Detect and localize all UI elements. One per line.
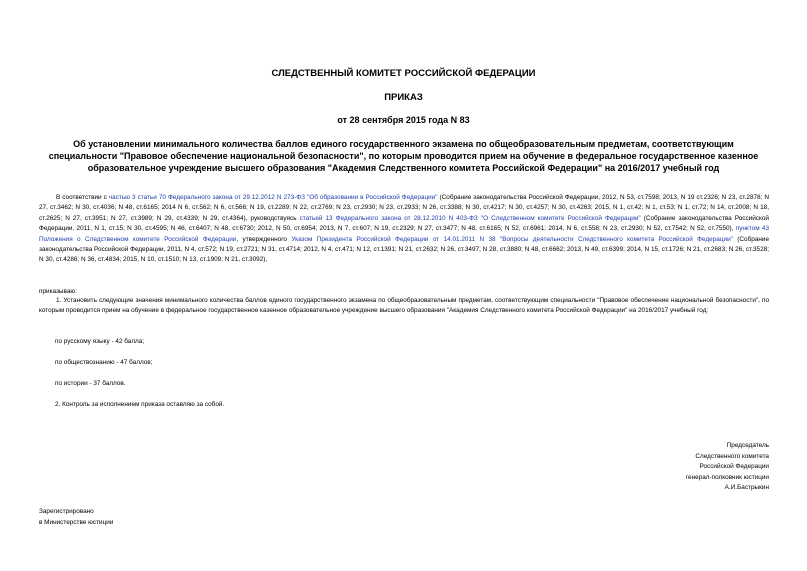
order-point-2: 2. Контроль за исполнением приказа оставляю за собой. bbox=[55, 401, 225, 408]
organization-heading: СЛЕДСТВЕННЫЙ КОМИТЕТ РОССИЙСКОЙ ФЕДЕРАЦИИ bbox=[271, 68, 536, 79]
order-point-1: 1. Установить следующие значения минимального количества баллов единого государственного экзамена по общеобразовательным предметам, соответствующим специальности "Правовое обеспечение национальной безопасности", по которым проводится прием на обучение в федеральное государственное казенное образовательное учреждение высшего образования "Академия Следственного комитета Российской Федерации" на 2016/2017 учебный год: bbox=[39, 297, 769, 315]
preamble-text-2: (Собрание законодательства Российской Федерации, 2012, N 53, ст.7598; 2013, N 19 ст.2326; N 23, ст.2878; N 27, ст.3462; N 30, ст.4036; N 48, ст.6165; 2014 N 6, ст.562; N 6, ст.566; N 19, ст.2289; N 22, ст.2769; N 23, ст.2930; N 23, ст.2933; N 26, ст.3388; N 30, ст.4217; N 30, ст.4257; N 30, ст.4263; 2015, N 1, ст.42; N 1, ст.53; N 1, ст.72; N 14, ст.2008; N 18, ст.2625; N 27, ст.3951; N 27, ст.3989; N 29, ст.4339; N 29, ст.4364), руководствуясь bbox=[39, 194, 770, 222]
preamble-text-3: (Собрание законодательства Российской Федерации, 2011, N 1, ст.15; N 30, ст.4595; N 46, ст.6407; N 48, ст.6730; 2012, N 50, ст.6954; 2013, N 7, ст.607; N 19, ст.2329; N 27, ст.3477; N 48, ст.6165; N 52, ст.6961; 2014, N 6, ст.558; N 23, ст.2930; N 52, ст.7542; N 52, ст.7550), bbox=[39, 214, 769, 233]
law-273-link[interactable]: частью 3 статьи 70 Федерального закона от 29.12.2012 N 273-ФЗ "Об образовании в Российской Федерации" bbox=[108, 194, 438, 201]
registration-note bbox=[39, 507, 113, 528]
signature-line: Российской Федерации bbox=[699, 463, 769, 470]
signature-block bbox=[686, 441, 769, 494]
preamble-text-4: , утвержденного bbox=[236, 235, 292, 243]
document-type-heading: ПРИКАЗ bbox=[384, 92, 423, 103]
preamble-paragraph bbox=[39, 193, 769, 266]
order-word: приказываю: bbox=[39, 288, 77, 295]
subject-social-studies: по обществознанию - 47 баллов; bbox=[55, 359, 153, 366]
document-title: Об установлении минимального количества баллов единого государственного экзамена по общеобразовательным предметам, соответствующим специальности "Правовое обеспечение национальной безопасности", по которым проводится прием на обучение в федеральное государственное казенное образовательное учреждение высшего образования "Академия Следственного комитета Российской Федерации" на 2016/2017 учебный год bbox=[48, 139, 759, 173]
subject-russian: по русскому языку - 42 балла; bbox=[55, 338, 145, 345]
signature-line: генерал-полковник юстиции bbox=[685, 473, 769, 481]
signature-line: Председатель bbox=[726, 442, 769, 449]
registration-line: Зарегистрировано bbox=[39, 508, 94, 515]
law-403-link[interactable]: статьей 13 Федерального закона от 28.12.2010 N 403-ФЗ "О Следственном комитете Российской Федерации" bbox=[299, 214, 641, 222]
preamble-text-1: В соответствии с bbox=[56, 194, 109, 201]
subject-history: по истории - 37 баллов. bbox=[55, 380, 126, 387]
document-date-number: от 28 сентября 2015 года N 83 bbox=[337, 115, 470, 125]
regulation-point-43-link[interactable]: пунктом 43 Положения о Следственном комитете Российской Федерации bbox=[39, 225, 769, 243]
preamble-text-5: (Собрание законодательства Российской Федерации, 2011, N 4, ст.572; N 19, ст.2721; N 31, ст.4714; 2012, N 4, ст.471; N 12, ст.1391; N 21, ст.2632; N 26, ст.3497; N 28, ст.3880; N 48, ст.6662; 2013, N 49, ст.6399; 2014, N 15, ст.1726; N 21, ст.2683; N 26, ст.3528; N 30, ст.4286; N 36, ст.4834; 2015, N 10, ст.1510; N 13, ст.1909; N 21, ст.3092), bbox=[39, 235, 770, 264]
registration-line: в Министерстве юстиции bbox=[39, 518, 114, 526]
signature-line: Следственного комитета bbox=[695, 452, 769, 460]
presidential-decree-link[interactable]: Указом Президента Российской Федерации от 14.01.2011 N 38 "Вопросы деятельности Следственного комитета Российской Федерации" bbox=[291, 235, 733, 243]
signatory-name: А.И.Бастрыкин bbox=[724, 484, 769, 491]
